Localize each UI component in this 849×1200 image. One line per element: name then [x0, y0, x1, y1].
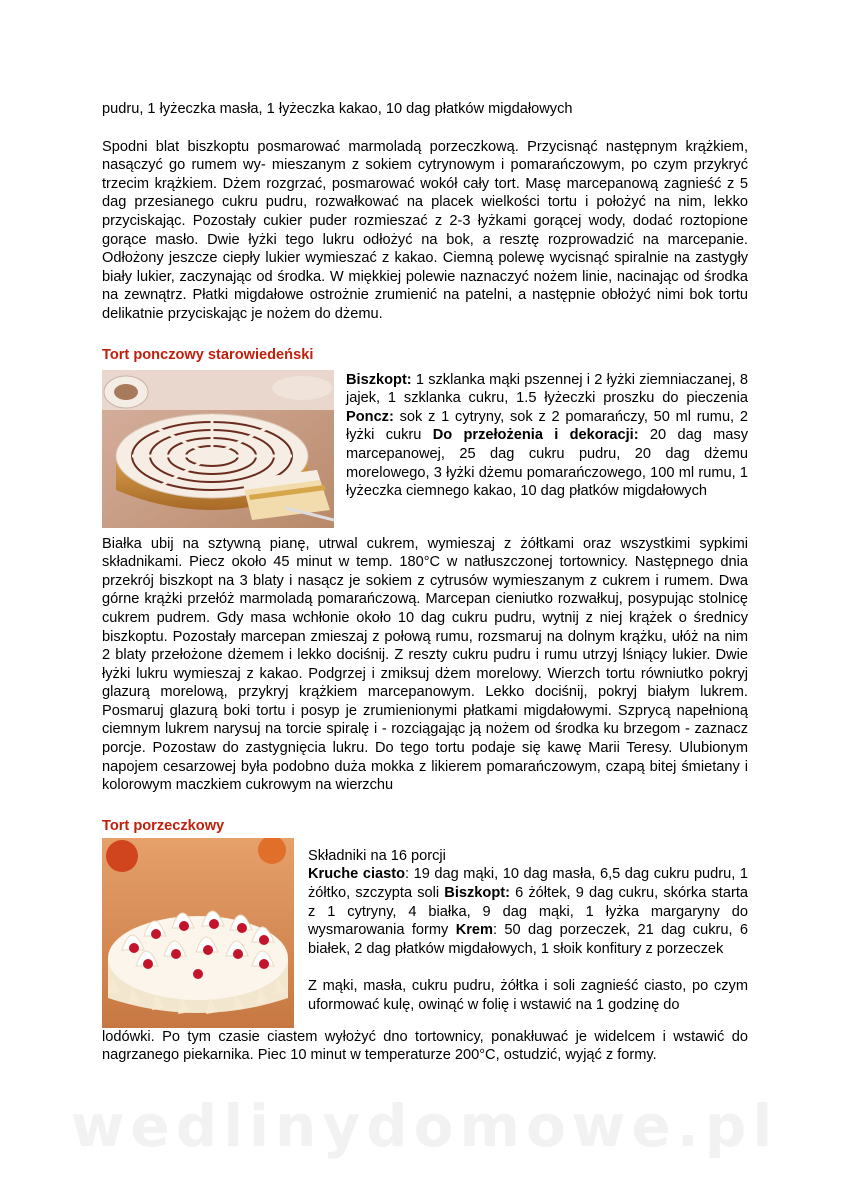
intro-line: pudru, 1 łyżeczka masła, 1 łyżeczka kakao, 10 dag płatków migdałowych	[102, 101, 573, 117]
intro-paragraph: Spodni blat biszkoptu posmarować marmoladą porzeczkową. Przycisnąć następnym krążkiem, nasączyć go rumem wy- mieszanym z sokiem cytrynowym i pomarańczowym, po czym przykryć trzecim krążkiem. Dżem rozgrzać, posmarować wokół cały tort. Masę marcepanową zagnieść z 5 dag przesianego cukru pudru, rozwałkować na placek wielkości tortu i położyć na nim, lekko przyciskając. Pozostały cukier puder rozmieszać z 2-3 łyżkami gorącej wody, dodać roztopione gorące masło. Dwie łyżki tego lukru odłożyć na bok, a resztę rozprowadzić na marcepanie. Odłożony jeszcze ciepły lukier wymieszać z kakao. Ciemną polewę wycisnąć spiralnie na zastygły biały lukier, zaczynając od środka. W miękkiej polewie naznaczyć nożem linie, nacinając od środka na zewnątrz. Płatki migdałowe ostrożnie zrumienić na patelni, a następnie obłożyć nimi bok tortu delikatnie przyciskając je nożem do dżemu.	[102, 138, 748, 322]
recipe-1-title: Tort ponczowy starowiedeński	[102, 346, 314, 363]
recipe-2-header	[102, 835, 748, 1028]
recipe-2-side-text	[308, 847, 748, 1015]
cake-photo	[102, 370, 334, 528]
currant-cake-photo	[102, 838, 294, 1028]
recipe-2-ingredients: Kruche ciasto: 19 dag mąki, 10 dag masła, 6,5 dag cukru pudru, 1 żółtko, szczypta soli Biszkopt: 6 żółtek, 9 dag cukru, skórka starta z 1 cytryny, 4 białka, 9 dag mąki, 1 łyżka margaryny do wysmarowania formy Krem: 50 dag porzeczek, 21 dag cukru, 6 białek, 2 dag płatków migdałowych, 1 słoik konfitury z porzeczek	[308, 866, 749, 957]
recipe-1-ingredients: Biszkopt: 1 szklanka mąki pszennej i 2 łyżki ziemniaczanej, 8 jajek, 1 szklanka cukru, 1.5 łyżeczki proszku do pieczenia Poncz: sok z 1 cytryny, sok z 2 pomarańczy, 50 ml rumu, 2 łyżki cukru Do przełożenia i dekoracji: 20 dag masy marcepanowej, 25 dag cukru pudru, 20 dag dżemu morelowego, 3 łyżki dżemu pomarańczowego, 100 ml rumu, 1 łyżeczka ciemnego kakao, 10 dag płatków migdałowych	[346, 371, 748, 500]
recipe-2-title: Tort porzeczkowy	[102, 817, 225, 834]
recipe-2-method-start: Z mąki, masła, cukru pudru, żółtka i soli zagnieść ciasto, po czym uformować kulę, owinąć w folię i wstawić na 1 godzinę do	[308, 978, 748, 1013]
recipe-2-method-continued: lodówki. Po tym czasie ciastem wyłożyć dno tortownicy, ponakłuwać je widelcem i wstawić do nagrzanego piekarnika. Piec 10 minut w temperaturze 200°C, ostudzić, wyjąć z formy.	[102, 1028, 748, 1064]
recipe-1-header	[102, 364, 748, 528]
recipe-2-portions: Składniki na 16 porcji	[308, 847, 446, 864]
watermark: wedlinydomowe.pl	[70, 1092, 779, 1160]
recipe-1-method: Białka ubij na sztywną pianę, utrwal cukrem, wymieszaj z żółtkami oraz wszystkimi sypkimi składnikami. Piecz około 45 minut w temp. 180°C w natłuszczonej tortownicy. Następnego dnia przekrój biszkopt na 3 blaty i nasącz je sokiem z cytrusów wymieszanym z cukrem i rumem. Dwa górne krążki przełóż marmoladą pomarańczową. Marcepan cieniutko rozwałkuj, posypując stolnicę cukrem pudrem. Gdy masa wchłonie około 10 dag cukru pudru, wytnij z niej krążek o średnicy biszkoptu. Pozostały marcepan zmieszaj z połową rumu, rozsmaruj na dolnym krążku, ułóż na nim 2 blaty przełożone dżemem i lekko dociśnij. Z reszty cukru pudru i rumu utrzyj lśniący lukier. Dwie łyżki lukru wymieszaj z kakao. Podgrzej i zmiksuj dżem morelowy. Wierzch tortu równiutko pokryj glazurą morelową, przykryj krążkiem marcepanowym. Lekko dociśnij, pokryj białym lukrem. Posmaruj glazurą boki tortu i posyp je zrumienionymi płatkami migdałowymi. Szprycą napełnioną ciemnym lukrem narysuj na torcie spiralę i - rozciągając ją nożem od środka ku brzegom - zaznacz porcje. Pozostaw do zastygnięcia lukru. Do tego tortu podaje się kawę Marii Teresy. Ulubionym napojem cesarzowej była podobno duża mokka z likierem pomarańczowym, czapą bitej śmietany i kolorowym maczkiem cukrowym na wierzchu	[102, 535, 748, 794]
document-page	[102, 100, 748, 1065]
